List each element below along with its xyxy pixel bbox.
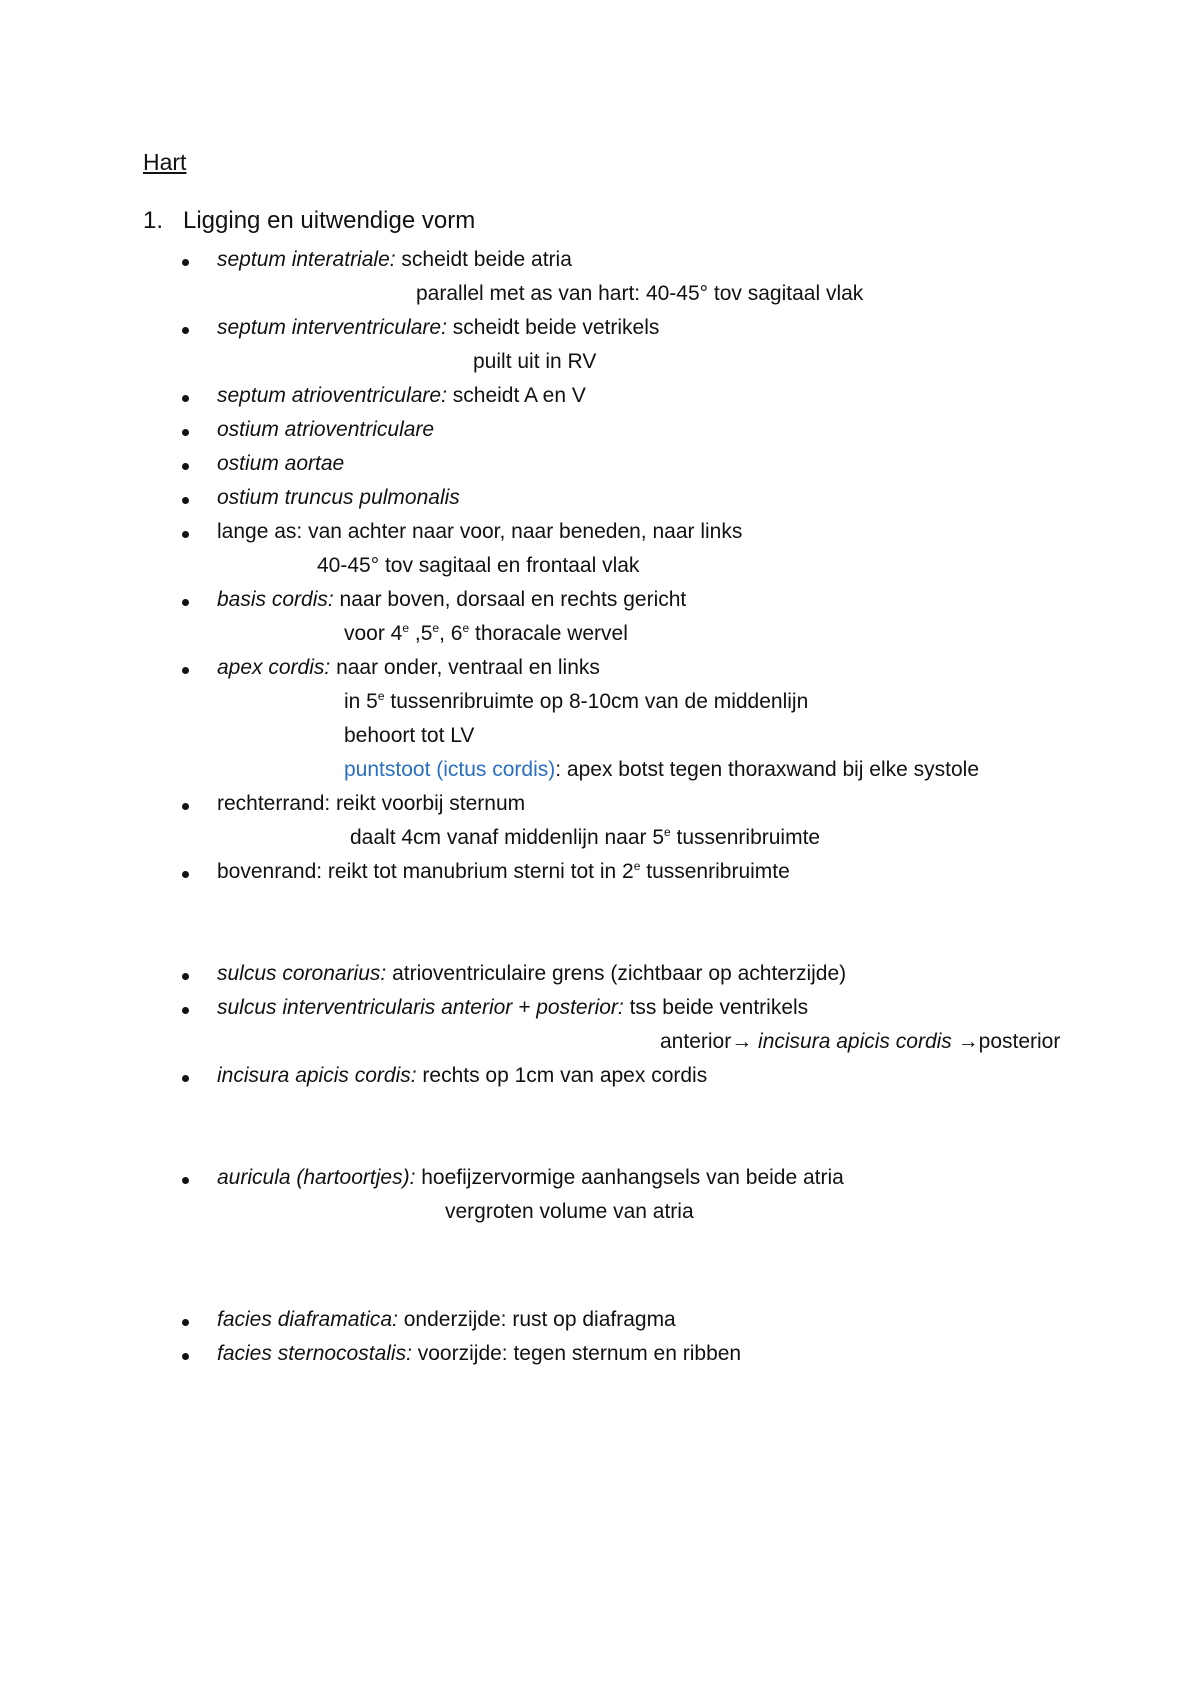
list-item <box>217 1164 844 1192</box>
bullet-icon <box>182 1177 189 1184</box>
bullet-icon <box>182 973 189 980</box>
text-part: , 6 <box>439 622 463 645</box>
arrow-right-icon: → <box>731 1030 753 1053</box>
list-item <box>217 586 686 614</box>
term: auricula (hartoortjes): <box>217 1166 416 1189</box>
list-item <box>217 484 460 512</box>
bullet-icon <box>182 599 189 606</box>
text-part: voor 4 <box>344 622 403 645</box>
text-part: posterior <box>978 1030 1061 1053</box>
term: septum atrioventriculare: <box>217 384 447 407</box>
list-item <box>217 858 790 886</box>
continuation-line <box>350 824 820 852</box>
term: sulcus coronarius: <box>217 962 387 985</box>
continuation-line <box>660 1028 1060 1056</box>
continuation-line: puilt uit in RV <box>473 350 597 373</box>
superscript: e <box>633 859 641 873</box>
term: sulcus interventricularis anterior + posterior: <box>217 996 624 1019</box>
text-part: tussenribruimte <box>670 826 821 849</box>
term: basis cordis: <box>217 588 334 611</box>
text-part: in 5 <box>344 690 378 713</box>
term: incisura apicis cordis: <box>217 1064 417 1087</box>
bullet-icon <box>182 871 189 878</box>
bullet-icon <box>182 429 189 436</box>
term: apex cordis: <box>217 656 331 679</box>
continuation-line: behoort tot LV <box>344 724 475 747</box>
bullet-icon <box>182 395 189 402</box>
bullet-icon <box>182 463 189 470</box>
term: septum interventriculare: <box>217 316 447 339</box>
continuation-line <box>344 620 628 648</box>
text-part: bovenrand: reikt tot manubrium sterni tot in 2 <box>217 860 634 883</box>
superscript: e <box>664 825 671 839</box>
text-part: tussenribruimte op 8-10cm van de middenlijn <box>384 690 809 713</box>
list-item <box>217 960 846 988</box>
list-item <box>217 450 344 478</box>
list-item <box>217 1306 676 1334</box>
description: rechts op 1cm van apex cordis <box>416 1064 708 1087</box>
bullet-icon <box>182 259 189 266</box>
list-item <box>217 416 434 444</box>
text-part: daalt 4cm vanaf middenlijn naar 5 <box>350 826 665 849</box>
continuation-line <box>344 756 979 784</box>
description: onderzijde: rust op diafragma <box>397 1308 676 1331</box>
bullet-icon <box>182 531 189 538</box>
bullet-icon <box>182 1075 189 1082</box>
term: facies diaframatica: <box>217 1308 398 1331</box>
description: voorzijde: tegen sternum en ribben <box>411 1342 742 1365</box>
superscript: e <box>462 621 470 635</box>
list-item <box>217 246 572 274</box>
description: scheidt beide vetrikels <box>446 316 660 339</box>
arrow-right-icon: → <box>957 1030 979 1053</box>
continuation-line: vergroten volume van atria <box>445 1200 694 1223</box>
term: ostium atrioventriculare <box>217 418 435 441</box>
list-item <box>217 1340 741 1368</box>
highlighted-term: puntstoot (ictus cordis) <box>344 758 556 781</box>
bullet-icon <box>182 803 189 810</box>
list-item: lange as: van achter naar voor, naar beneden, naar links <box>217 520 743 543</box>
text-part: : apex botst tegen thoraxwand bij elke systole <box>555 758 980 781</box>
page-title: Hart <box>143 149 187 175</box>
continuation-line <box>344 688 808 716</box>
list-item <box>217 1062 707 1090</box>
list-item <box>217 994 808 1022</box>
description: naar onder, ventraal en links <box>330 656 600 679</box>
bullet-icon <box>182 327 189 334</box>
superscript: e <box>402 621 410 635</box>
description: scheidt beide atria <box>395 248 572 271</box>
continuation-line: 40-45° tov sagitaal en frontaal vlak <box>317 554 640 577</box>
description: naar boven, dorsaal en rechts gericht <box>333 588 687 611</box>
description: hoefijzervormige aanhangsels van beide atria <box>415 1166 844 1189</box>
description: atrioventriculaire grens (zichtbaar op achterzijde) <box>386 962 847 985</box>
list-item: rechterrand: reikt voorbij sternum <box>217 792 526 815</box>
list-item <box>217 314 659 342</box>
term: ostium aortae <box>217 452 345 475</box>
section-heading <box>143 207 475 235</box>
bullet-icon <box>182 1353 189 1360</box>
text-part: tussenribruimte <box>640 860 790 883</box>
text-part: ,5 <box>409 622 433 645</box>
term: incisura apicis cordis <box>758 1030 952 1053</box>
bullet-icon <box>182 497 189 504</box>
text-part: thoracale wervel <box>469 622 628 645</box>
superscript: e <box>432 621 440 635</box>
term: ostium truncus pulmonalis <box>217 486 460 509</box>
section-title: Ligging en uitwendige vorm <box>183 207 476 234</box>
term: septum interatriale: <box>217 248 396 271</box>
section-number: 1. <box>143 207 164 234</box>
bullet-icon <box>182 1007 189 1014</box>
bullet-icon <box>182 1319 189 1326</box>
superscript: e <box>377 689 385 703</box>
continuation-line: parallel met as van hart: 40-45° tov sagitaal vlak <box>416 282 864 305</box>
list-item <box>217 654 600 682</box>
term: facies sternocostalis: <box>217 1342 412 1365</box>
description: tss beide ventrikels <box>623 996 809 1019</box>
bullet-icon <box>182 667 189 674</box>
description: scheidt A en V <box>446 384 586 407</box>
list-item <box>217 382 586 410</box>
text-part: anterior <box>660 1030 732 1053</box>
